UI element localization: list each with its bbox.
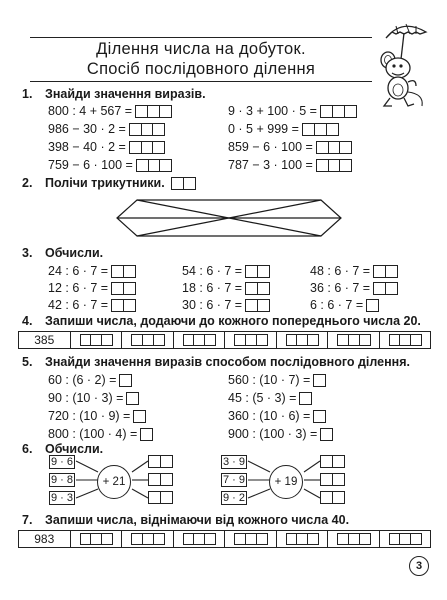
answer-boxes[interactable] <box>313 410 325 423</box>
expression: 986 − 30 · 2 = <box>48 122 126 136</box>
task3-row <box>182 264 269 278</box>
expression: 60 : (6 · 2) = <box>48 373 117 387</box>
task6-right-input: 3 · 9 <box>222 456 245 468</box>
strip-start-value: 983 <box>34 532 55 546</box>
strip-cell[interactable] <box>328 332 380 348</box>
answer-boxes[interactable] <box>129 123 164 136</box>
answer-boxes[interactable] <box>148 455 172 468</box>
title-top-rule <box>30 37 372 38</box>
page-title-line2: Спосіб послідовного ділення <box>86 60 316 78</box>
task6-right-input: 7 · 9 <box>222 474 245 486</box>
expression: 48 : 6 · 7 = <box>310 264 371 278</box>
answer-boxes[interactable] <box>320 105 355 118</box>
answer-boxes[interactable] <box>302 123 337 136</box>
task6-number: 6. <box>22 442 33 456</box>
strip-cell[interactable] <box>122 332 174 348</box>
answer-boxes[interactable] <box>136 159 171 172</box>
task2-instruction: Полічи трикутники. <box>45 176 165 190</box>
expression: 787 − 3 · 100 = <box>228 158 313 172</box>
task1-instruction: Знайди значення виразів. <box>45 87 206 101</box>
answer-boxes[interactable] <box>299 392 311 405</box>
answer-boxes[interactable] <box>111 282 135 295</box>
answer-boxes[interactable] <box>135 105 170 118</box>
task1-row <box>48 104 171 118</box>
strip-cell[interactable] <box>71 531 123 547</box>
task1-row <box>228 122 337 136</box>
task4-number: 4. <box>22 314 33 328</box>
answer-boxes[interactable] <box>148 491 172 504</box>
task5-row <box>48 427 152 441</box>
task6-left-input: 9 · 3 <box>50 492 73 504</box>
task6-left-input: 9 · 8 <box>50 474 73 486</box>
expression: 90 : (10 · 3) = <box>48 391 124 405</box>
answer-boxes[interactable] <box>129 141 164 154</box>
answer-boxes[interactable] <box>313 374 325 387</box>
expression: 36 : 6 · 7 = <box>310 281 371 295</box>
task3-row <box>310 264 397 278</box>
task2-row <box>45 176 194 190</box>
task5-row <box>228 373 325 387</box>
answer-boxes[interactable] <box>373 265 397 278</box>
strip-cell[interactable] <box>277 332 329 348</box>
task1-number: 1. <box>22 87 33 101</box>
answer-boxes[interactable] <box>148 473 172 486</box>
answer-boxes[interactable] <box>245 299 269 312</box>
expression: 9 · 3 + 100 · 5 = <box>228 104 317 118</box>
expression: 42 : 6 · 7 = <box>48 298 109 312</box>
expression: 560 : (10 · 7) = <box>228 373 311 387</box>
task1-row <box>48 122 164 136</box>
task5-row <box>228 391 311 405</box>
expression: 398 − 40 · 2 = <box>48 140 126 154</box>
answer-boxes[interactable] <box>245 265 269 278</box>
task3-row <box>182 298 269 312</box>
expression: 30 : 6 · 7 = <box>182 298 243 312</box>
task7-instruction: Запиши числа, віднімаючи від кожного числа 40. <box>45 513 350 527</box>
answer-boxes[interactable] <box>316 141 351 154</box>
task3-row <box>310 281 397 295</box>
answer-boxes[interactable] <box>366 299 378 312</box>
answer-boxes[interactable] <box>111 299 135 312</box>
strip-cell <box>19 332 71 348</box>
answer-boxes[interactable] <box>245 282 269 295</box>
expression: 12 : 6 · 7 = <box>48 281 109 295</box>
task3-instruction: Обчисли. <box>45 246 104 260</box>
title-bottom-rule <box>30 81 372 82</box>
task5-number: 5. <box>22 355 33 369</box>
task3-number: 3. <box>22 246 33 260</box>
task7-number: 7. <box>22 513 33 527</box>
expression: 759 − 6 · 100 = <box>48 158 133 172</box>
strip-cell <box>19 531 71 547</box>
task1-row <box>228 140 351 154</box>
expression: 900 : (100 · 3) = <box>228 427 318 441</box>
expression: 54 : 6 · 7 = <box>182 264 243 278</box>
expression: 6 : 6 · 7 = <box>310 298 364 312</box>
task2-number: 2. <box>22 176 33 190</box>
task1-row <box>228 158 351 172</box>
task3-row <box>48 264 135 278</box>
expression: 0 · 5 + 999 = <box>228 122 299 136</box>
expression: 800 : (100 · 4) = <box>48 427 138 441</box>
task1-row <box>48 158 171 172</box>
answer-boxes[interactable] <box>133 410 145 423</box>
strip-cell[interactable] <box>225 332 277 348</box>
task3-row <box>310 298 378 312</box>
task6-left-input: 9 · 6 <box>50 456 73 468</box>
task5-row <box>228 427 332 441</box>
task7-number-strip <box>18 530 431 548</box>
task6-right-input: 9 · 2 <box>222 492 245 504</box>
answer-boxes[interactable] <box>320 428 332 441</box>
strip-cell[interactable] <box>122 531 174 547</box>
answer-boxes[interactable] <box>320 455 344 468</box>
strip-cell[interactable] <box>174 531 226 547</box>
task4-number-strip <box>18 331 431 349</box>
expression: 800 : 4 + 567 = <box>48 104 133 118</box>
task5-instruction: Знайди значення виразів способом послідовного ділення. <box>45 355 410 369</box>
answer-boxes[interactable] <box>111 265 135 278</box>
expression: 45 : (5 · 3) = <box>228 391 297 405</box>
expression: 360 : (10 · 6) = <box>228 409 311 423</box>
expression: 24 : 6 · 7 = <box>48 264 109 278</box>
strip-cell[interactable] <box>380 531 431 547</box>
answer-boxes[interactable] <box>316 159 351 172</box>
task5-row <box>48 373 131 387</box>
answer-boxes[interactable] <box>320 491 344 504</box>
answer-boxes[interactable] <box>320 473 344 486</box>
task3-row <box>48 298 135 312</box>
task5-row <box>48 391 138 405</box>
triangles-figure <box>115 196 343 240</box>
answer-boxes[interactable] <box>119 374 131 387</box>
strip-start-value: 385 <box>34 333 55 347</box>
strip-cell[interactable] <box>380 332 431 348</box>
task1-row <box>48 140 164 154</box>
strip-cell[interactable] <box>174 332 226 348</box>
strip-cell[interactable] <box>225 531 277 547</box>
task5-row <box>228 409 325 423</box>
answer-boxes[interactable] <box>171 177 195 190</box>
task5-row <box>48 409 145 423</box>
strip-cell[interactable] <box>328 531 380 547</box>
strip-cell[interactable] <box>277 531 329 547</box>
answer-boxes[interactable] <box>140 428 152 441</box>
task6-left-operator: + 21 <box>97 465 131 499</box>
expression: 720 : (10 · 9) = <box>48 409 131 423</box>
mouse-with-umbrella-illustration <box>372 20 434 110</box>
task3-row <box>48 281 135 295</box>
answer-boxes[interactable] <box>373 282 397 295</box>
task1-row <box>228 104 355 118</box>
expression: 18 : 6 · 7 = <box>182 281 243 295</box>
task3-row <box>182 281 269 295</box>
task6-right-operator: + 19 <box>269 465 303 499</box>
page-number: 3 <box>409 556 429 576</box>
expression: 859 − 6 · 100 = <box>228 140 313 154</box>
answer-boxes[interactable] <box>126 392 138 405</box>
task4-instruction: Запиши числа, додаючи до кожного попереднього числа 20. <box>45 314 421 328</box>
task6-instruction: Обчисли. <box>45 442 104 456</box>
strip-cell[interactable] <box>71 332 123 348</box>
page-title-line1: Ділення числа на добуток. <box>96 40 306 58</box>
